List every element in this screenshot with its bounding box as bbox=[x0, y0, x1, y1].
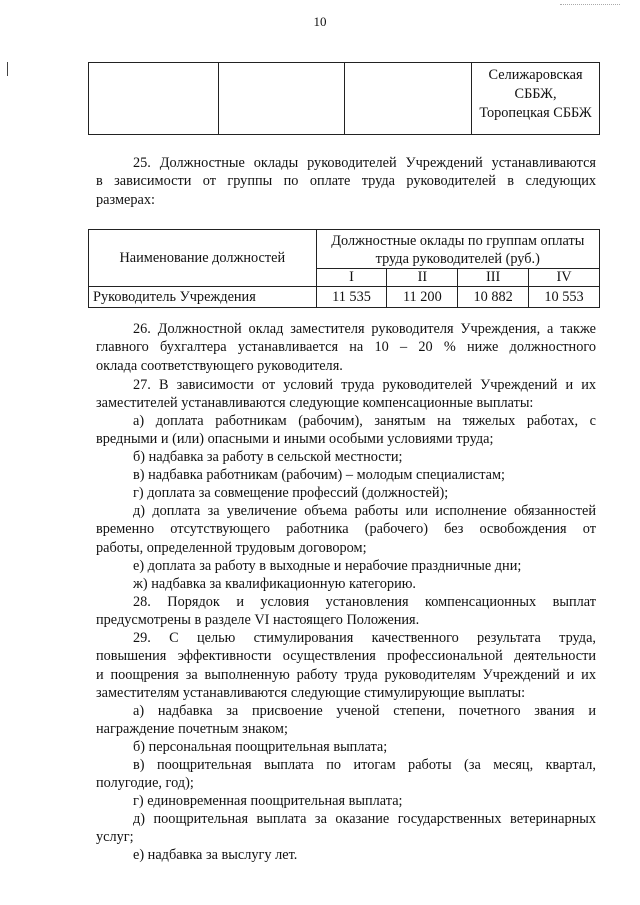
group-header: III bbox=[458, 269, 529, 287]
group-header: IV bbox=[529, 269, 600, 287]
text-line: в зависимости от группы по оплате труда руководителей в следующих bbox=[96, 173, 596, 190]
text-line: в) поощрительная выплата по итогам работы (за месяц, квартал, bbox=[133, 757, 596, 773]
text-line: главного бухгалтера устанавливается на 10 – 20 % ниже должностного bbox=[96, 339, 596, 356]
cell-line: Торопецкая СББЖ bbox=[479, 105, 592, 121]
table-cell bbox=[345, 63, 472, 135]
text-line: 25. Должностные оклады руководителей Учреждений устанавливаются bbox=[133, 155, 596, 171]
column-header-groups: Должностные оклады по группам оплаты труда руководителей (руб.) bbox=[316, 230, 599, 269]
text-line: 29. С целью стимулирования качественного результата труда, bbox=[133, 630, 596, 646]
list-item-27f bbox=[96, 557, 596, 575]
text-line: б) надбавка за работу в сельской местности; bbox=[133, 449, 403, 465]
paragraph-26 bbox=[96, 320, 596, 375]
margin-mark bbox=[7, 62, 8, 76]
list-item-27g bbox=[96, 575, 596, 593]
text-line: вредными и (или) опасными и иными особыми условиями труда; bbox=[96, 431, 494, 448]
text-line: д) доплата за увеличение объема работы или исполнение обязанностей bbox=[133, 503, 596, 519]
text-line: предусмотрены в разделе VI настоящего Положения. bbox=[96, 612, 420, 629]
text-line: 28. Порядок и условия установления компенсационных выплат bbox=[133, 594, 596, 610]
row-name: Руководитель Учреждения bbox=[89, 287, 317, 308]
salary-table bbox=[88, 229, 600, 308]
list-item-29b bbox=[96, 738, 596, 756]
list-item-29a bbox=[96, 702, 596, 739]
text-line: е) доплата за работу в выходные и нерабочие праздничные дни; bbox=[133, 558, 522, 574]
page-number: 10 bbox=[313, 14, 327, 29]
table-cell bbox=[472, 63, 600, 135]
list-item-29c bbox=[96, 756, 596, 793]
list-item-27a bbox=[96, 412, 596, 449]
text-line: е) надбавка за выслугу лет. bbox=[133, 847, 298, 863]
paragraph-27 bbox=[96, 376, 596, 413]
text-line: повышения эффективности осуществления профессиональной деятельности bbox=[96, 648, 596, 665]
salary-value: 10 882 bbox=[458, 287, 529, 308]
list-item-27b bbox=[96, 448, 596, 466]
text-line: в) надбавка работникам (рабочим) – молодым специалистам; bbox=[133, 467, 506, 483]
text-line: д) поощрительная выплата за оказание государственных ветеринарных bbox=[133, 811, 596, 827]
list-item-29e bbox=[96, 810, 596, 847]
text-line: а) доплата работникам (рабочим), занятым на тяжелых работах, с bbox=[133, 413, 596, 429]
scan-artifact bbox=[560, 4, 620, 6]
group-header: I bbox=[316, 269, 387, 287]
text-line: 27. В зависимости от условий труда руководителей Учреждений и их bbox=[133, 377, 596, 393]
table-row bbox=[89, 287, 600, 308]
text-line: б) персональная поощрительная выплата; bbox=[133, 739, 388, 755]
group-header: II bbox=[387, 269, 458, 287]
list-item-29d bbox=[96, 792, 596, 810]
salary-value: 10 553 bbox=[529, 287, 600, 308]
text-line: и поощрения за выполненную работу труда руководителям Учреждений и их bbox=[96, 666, 596, 683]
text-line: временно отсутствующего работника (рабочего) без освобождения от bbox=[96, 521, 596, 538]
paragraph-29 bbox=[96, 629, 596, 702]
column-header-name: Наименование должностей bbox=[89, 230, 317, 287]
text-line: а) надбавка за присвоение ученой степени, почетного звания и bbox=[133, 703, 596, 719]
text-line: заместителей устанавливаются следующие компенсационные выплаты: bbox=[96, 395, 534, 412]
table-row bbox=[89, 63, 600, 135]
list-item-27d bbox=[96, 484, 596, 502]
text-line: 26. Должностной оклад заместителя руководителя Учреждения, а также bbox=[133, 321, 596, 337]
text-line: размерах: bbox=[96, 191, 155, 208]
text-line: г) доплата за совмещение профессий (должностей); bbox=[133, 485, 449, 501]
salary-value: 11 535 bbox=[316, 287, 387, 308]
text-line: награждение почетным знаком; bbox=[96, 721, 288, 738]
text-line: работы, определенной трудовым договором; bbox=[96, 539, 367, 556]
text-line: заместителям устанавливаются следующие стимулирующие выплаты: bbox=[96, 684, 526, 701]
text-line: ж) надбавка за квалификационную категорию. bbox=[133, 576, 416, 592]
cell-line: СББЖ, bbox=[514, 86, 557, 102]
paragraph-28 bbox=[96, 593, 596, 630]
table-cell bbox=[89, 63, 219, 135]
table-cell bbox=[218, 63, 345, 135]
text-line: оклада соответствующего руководителя. bbox=[96, 357, 343, 374]
text-line: услуг; bbox=[96, 829, 134, 846]
list-item-29f bbox=[96, 846, 596, 864]
list-item-27c bbox=[96, 466, 596, 484]
table-row bbox=[89, 230, 600, 269]
salary-value: 11 200 bbox=[387, 287, 458, 308]
paragraph-25 bbox=[96, 154, 596, 209]
cell-line: Селижаровская bbox=[488, 67, 583, 83]
continued-table bbox=[88, 62, 600, 135]
text-line: г) единовременная поощрительная выплата; bbox=[133, 793, 403, 809]
list-item-27e bbox=[96, 502, 596, 557]
text-line: полугодие, год); bbox=[96, 775, 194, 792]
